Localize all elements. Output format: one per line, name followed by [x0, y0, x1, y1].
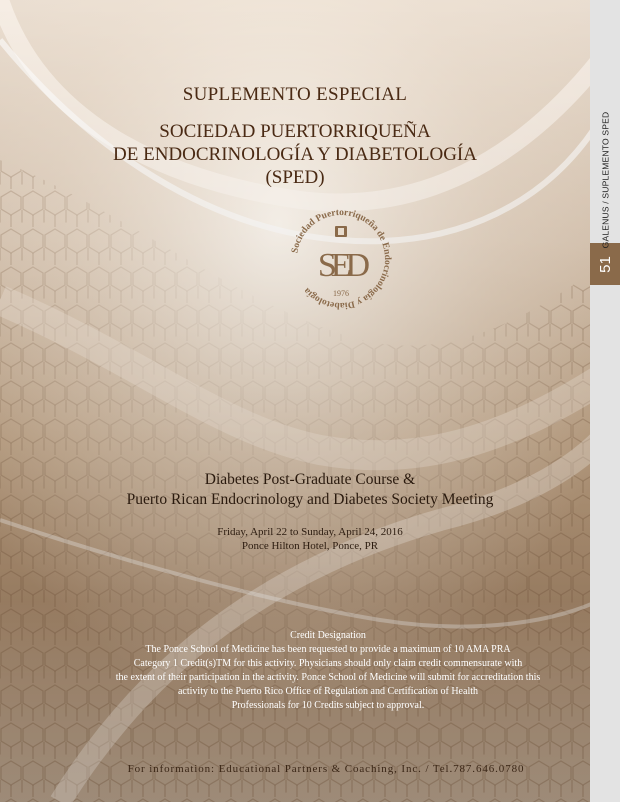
logo-year: 1976: [333, 289, 349, 298]
society-line-2: DE ENDOCRINOLOGÍA Y DIABETOLOGÍA: [113, 144, 477, 165]
course-title: [0, 470, 620, 510]
supplement-title: SUPLEMENTO ESPECIAL: [182, 84, 408, 105]
credit-designation: [0, 629, 620, 713]
logo-monogram: SED: [317, 247, 365, 284]
credit-line: the extent of their participation in the activity. Ponce School of Medicine will submit for accreditation this: [115, 672, 541, 683]
society-line-1: SOCIEDAD PUERTORRIQUEÑA: [159, 121, 431, 142]
society-name: [0, 120, 590, 189]
page-number: 51: [596, 255, 614, 273]
course-dates: Friday, April 22 to Sunday, April 24, 2016: [217, 526, 403, 538]
sped-logo-icon: [286, 204, 396, 314]
society-abbr: (SPED): [265, 167, 325, 188]
side-tab-label: GALENUS / SUPLEMENTO SPED: [600, 111, 611, 249]
course-title-line-2: Puerto Rican Endocrinology and Diabetes Society Meeting: [126, 491, 494, 508]
footer-info: For information: Educational Partners & Coaching, Inc. / Tel.787.646.0780: [127, 763, 525, 775]
credit-line: Professionals for 10 Credits subject to approval.: [231, 700, 425, 711]
logo-ring-text: Sociedad Puertorriqueña de Endocrinología y Diabetología: [290, 207, 393, 311]
credit-line: The Ponce School of Medicine has been requested to provide a maximum of 10 AMA PRA: [145, 644, 511, 655]
course-details: [0, 525, 620, 553]
credit-line: Category 1 Credit(s)TM for this activity. Physicians should only claim credit commensurate with: [133, 658, 523, 669]
page-number-wrap: [590, 243, 620, 285]
course-venue: Ponce Hilton Hotel, Ponce, PR: [241, 540, 379, 552]
side-tab-label-wrap: [590, 111, 620, 249]
course-title-line-1: Diabetes Post-Graduate Course &: [204, 471, 416, 488]
credit-heading: Credit Designation: [290, 630, 366, 641]
credit-line: activity to the Puerto Rico Office of Regulation and Certification of Health: [177, 686, 478, 697]
